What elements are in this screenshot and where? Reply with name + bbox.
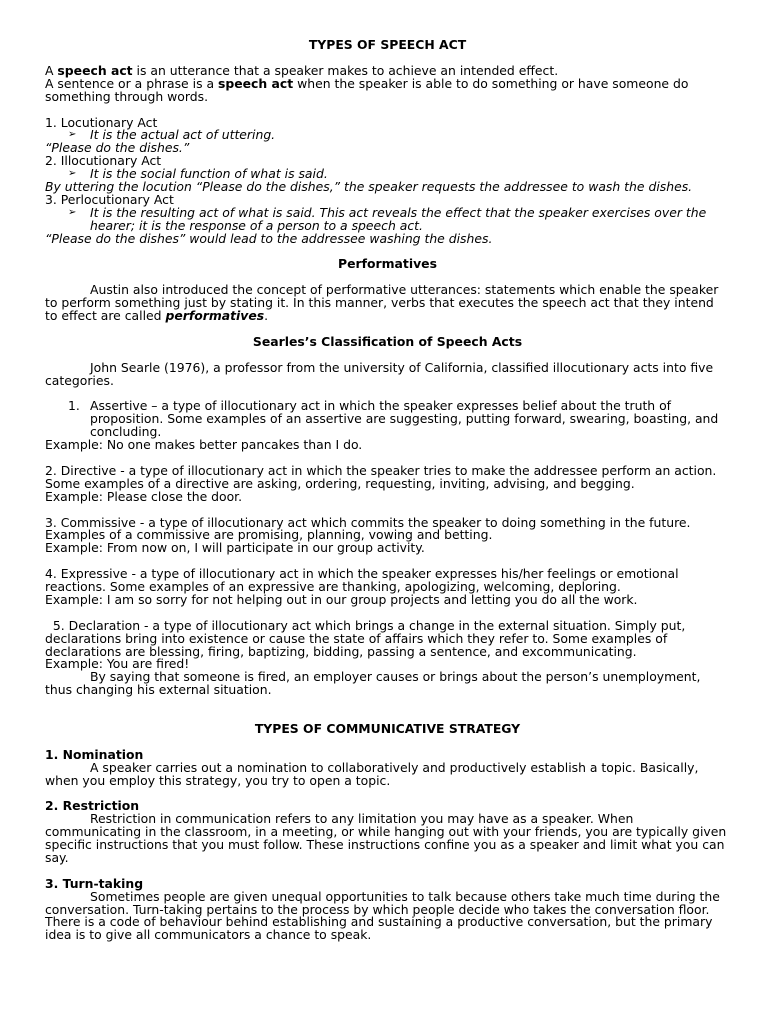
strategy-item-text: Sometimes people are given unequal opportunities to talk because others take much time during the conversation. Turn-taking pertains to the process by which people decide who takes the conversation floor. There is a code of behaviour behind establishing and sustaining a productive conversation, but the primary idea is to give all communicators a chance to speak. xyxy=(45,888,720,943)
commissive-example: Example: From now on, I will participate in our group activity. xyxy=(45,540,425,556)
directive-example: Example: Please close the door. xyxy=(45,488,243,504)
act-bullet xyxy=(45,129,730,142)
document-title: TYPES OF SPEECH ACT xyxy=(308,37,467,52)
strategy-item-heading: 2. Restriction xyxy=(45,798,140,814)
searle-heading: Searles’s Classification of Speech Acts xyxy=(252,333,523,349)
declaration-example: Example: You are fired! xyxy=(45,656,190,672)
act-example: “Please do the dishes” would lead to the addressee washing the dishes. xyxy=(45,230,493,246)
paragraph-text: Austin also introduced the concept of performative utterances: statements which enable the speaker to perform something just by stating it. In this manner, verbs that executes the speech act that they intend to effect are called xyxy=(45,282,719,324)
strategy-item-heading: 1. Nomination xyxy=(45,746,144,762)
commissive-item: 3. Commissive - a type of illocutionary act which commits the speaker to doing something in the future. Examples of a commissive are promising, planning, vowing and betting. xyxy=(45,514,691,543)
declaration-note: By saying that someone is fired, an employer causes or brings about the person’s unemployment, thus changing his external situation. xyxy=(45,669,701,698)
act-example: “Please do the dishes.” xyxy=(45,140,190,156)
intro-term: speech act xyxy=(218,75,294,91)
act-bullet-text: It is the social function of what is said. xyxy=(90,166,328,182)
searle-intro: John Searle (1976), a professor from the university of California, classified illocutionary acts into five categories. xyxy=(45,359,714,388)
assertive-item xyxy=(45,400,730,439)
intro-text: is an utterance that a speaker makes to achieve an intended effect. xyxy=(132,62,559,78)
act-bullet xyxy=(45,168,730,181)
act-bullet-text: It is the actual act of uttering. xyxy=(90,127,276,143)
directive-item: 2. Directive - a type of illocutionary act in which the speaker tries to make the addressee perform an action. Some examples of a directive are asking, ordering, requesting, inviting, advising, and begging. xyxy=(45,462,717,491)
strategy-heading: TYPES OF COMMUNICATIVE STRATEGY xyxy=(254,720,521,736)
strategy-item-heading: 3. Turn-taking xyxy=(45,875,144,891)
intro-text: when the speaker is able to do something or have someone do something through words. xyxy=(45,75,689,104)
intro-text: A xyxy=(45,62,58,78)
intro-text: A sentence or a phrase is a xyxy=(45,75,218,91)
expressive-item: 4. Expressive - a type of illocutionary act in which the speaker expresses his/her feelings or emotional reactions. Some examples of an expressive are thanking, apologizing, welcoming, deploring. xyxy=(45,566,679,595)
assertive-text: Assertive – a type of illocutionary act in which the speaker expresses belief about the truth of proposition. Some examples of an assertive are suggesting, putting forward, swearing, boasting, and concluding. xyxy=(90,398,719,440)
strategy-item-text: A speaker carries out a nomination to collaboratively and productively establish a topic. Basically, when you employ this strategy, you try to open a topic. xyxy=(45,759,699,788)
intro-term: speech act xyxy=(57,62,133,78)
act-bullet-text: It is the resulting act of what is said. This act reveals the effect that the speaker exercises over the hearer; it is the response of a person to a speech act. xyxy=(90,204,707,233)
intro-line-2 xyxy=(45,75,730,104)
performatives-paragraph xyxy=(45,284,730,323)
act-heading: 3. Perlocutionary Act xyxy=(45,191,174,207)
act-bullet xyxy=(45,204,730,233)
performatives-term: performatives xyxy=(165,308,265,324)
arrow-bullet-icon: ➢ xyxy=(68,168,77,180)
act-heading: 2. Illocutionary Act xyxy=(45,153,162,169)
strategy-item-text: Restriction in communication refers to any limitation you may have as a speaker. When communicating in the classroom, in a meeting, or while hanging out with your friends, you are typically given specific instructions that you must follow. These instructions confine you as a speaker and limit what you can say. xyxy=(45,811,727,865)
expressive-example: Example: I am so sorry for not helping out in our group projects and letting you do all the work. xyxy=(45,591,638,607)
performatives-heading: Performatives xyxy=(338,256,437,272)
assertive-example: Example: No one makes better pancakes than I do. xyxy=(45,437,363,453)
arrow-bullet-icon: ➢ xyxy=(68,129,77,141)
declaration-item: 5. Declaration - a type of illocutionary act which brings a change in the external situation. Simply put, declarations bring into existence or cause the state of affairs which they refer to. Some examples of declarations are blessing, firing, baptizing, bidding, passing a sentence, and excommunicating. xyxy=(45,617,690,659)
act-example: By uttering the locution “Please do the dishes,” the speaker requests the addressee to wash the dishes. xyxy=(45,179,693,195)
arrow-bullet-icon: ➢ xyxy=(68,206,77,218)
paragraph-text: . xyxy=(264,308,269,324)
act-heading: 1. Locutionary Act xyxy=(45,114,158,130)
list-number: 1. xyxy=(68,398,80,414)
